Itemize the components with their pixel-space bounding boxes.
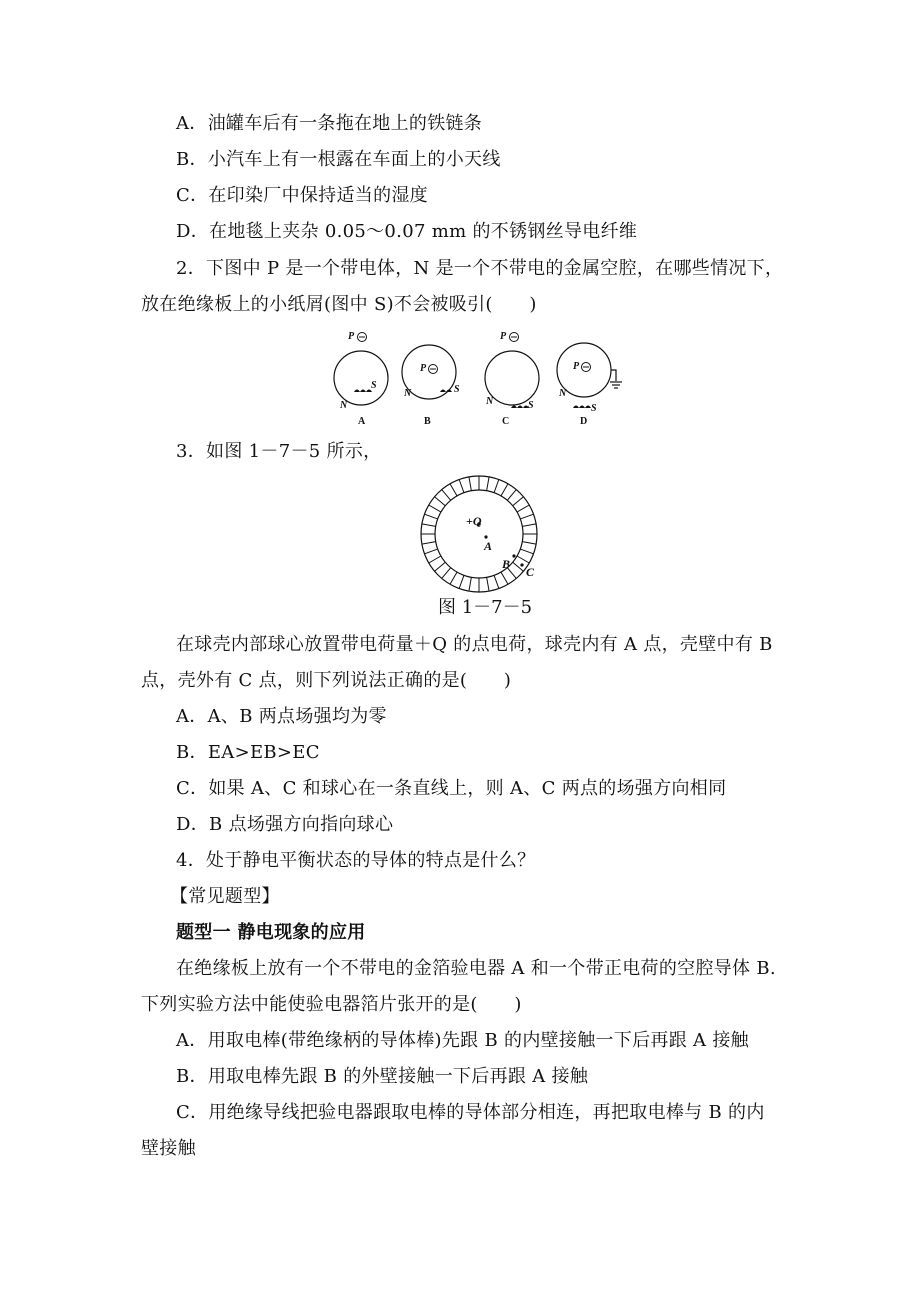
panel-label-c: C <box>502 416 510 427</box>
type1-stem-line1: 在绝缘板上放有一个不带电的金箔验电器 A 和一个带正电荷的空腔导体 B. <box>176 958 776 979</box>
shell-hatch-line <box>459 479 464 492</box>
section-heading: 【常见题型】 <box>170 886 280 907</box>
q3-option-a: A．A、B 两点场强均为零 <box>176 706 387 727</box>
shell-hatch-line <box>517 556 529 563</box>
q3-stem-line1: 在球壳内部球心放置带电荷量＋Q 的点电荷，球壳内有 A 点，壳壁中有 B <box>176 634 773 655</box>
label-p-c: P <box>500 331 507 342</box>
shell-hatch-line <box>450 572 457 584</box>
paper-scraps <box>354 390 591 409</box>
label-p-a: P <box>348 331 355 342</box>
q3-intro: 3．如图 1－7－5 所示， <box>176 441 382 462</box>
shell-hatch-line <box>494 479 499 492</box>
q3-option-c: C．如果 A、C 和球心在一条直线上，则 A、C 两点的场强方向相同 <box>176 778 727 799</box>
q3-shell-figure <box>418 475 558 593</box>
shell-hatch-line <box>422 542 436 544</box>
q2-stem-line1: 2．下图中 P 是一个带电体，N 是一个不带电的金属空腔，在哪些情况下， <box>176 258 784 279</box>
label-s-a: S <box>371 380 377 391</box>
point-b-dot <box>512 554 515 557</box>
shell-hatch-line <box>442 490 451 501</box>
shell-hatch-line <box>494 575 499 588</box>
label-s-d: S <box>591 403 597 414</box>
label-p-b: P <box>420 363 427 374</box>
shell-hatch-line <box>522 542 536 544</box>
panel-a-cavity <box>334 351 388 405</box>
shell-hatch-line <box>424 549 437 554</box>
label-n-d: N <box>559 388 567 399</box>
type1-heading: 题型一 静电现象的应用 <box>176 922 366 943</box>
q1-option-c: C．在印染厂中保持适当的湿度 <box>176 185 428 206</box>
shell-hatch-line <box>450 484 457 496</box>
q2-figure <box>328 326 638 432</box>
point-c-dot <box>520 563 523 566</box>
shell-hatch-line <box>469 477 471 491</box>
q1-option-a: A．油罐车后有一条拖在地上的铁链条 <box>176 113 483 134</box>
shell-hatch-line <box>469 577 471 591</box>
label-n-b: N <box>404 388 412 399</box>
panel-label-b: B <box>424 416 431 427</box>
shell-hatch-line <box>517 505 529 512</box>
shell-hatch-line <box>487 477 489 491</box>
shell-hatch-line <box>442 568 451 579</box>
label-point-c: C <box>526 565 535 579</box>
q3-option-b: B．EA>EB>EC <box>176 742 320 763</box>
label-p-d: P <box>573 361 580 372</box>
label-s-c: S <box>528 400 534 411</box>
q1-option-b: B．小汽车上有一根露在车面上的小天线 <box>176 149 501 170</box>
ground-wire <box>611 370 616 381</box>
q3-stem-line2: 点，壳外有 C 点，则下列说法正确的是( ) <box>141 670 512 691</box>
q3-option-d: D．B 点场强方向指向球心 <box>176 814 394 835</box>
type1-stem-line2: 下列实验方法中能使验电器箔片张开的是( ) <box>141 994 522 1015</box>
label-plus-q: +Q <box>466 514 482 528</box>
shell-hatch-line <box>429 556 441 563</box>
label-point-a: A <box>484 539 493 553</box>
label-n-a: N <box>340 400 348 411</box>
q2-stem-line2: 放在绝缘板上的小纸屑(图中 S)不会被吸引( ) <box>141 294 537 315</box>
shell-hatch-line <box>422 524 436 526</box>
label-s-b: S <box>454 384 460 395</box>
q1-option-d: D．在地毯上夹杂 0.05～0.07 mm 的不锈钢丝导电纤维 <box>176 221 638 242</box>
type1-option-c-line2: 壁接触 <box>141 1138 196 1159</box>
panel-label-d: D <box>580 416 588 427</box>
shell-hatch-line <box>435 562 446 571</box>
label-point-b: B <box>502 557 511 571</box>
shell-hatch-line <box>513 497 524 506</box>
panel-label-a: A <box>358 416 366 427</box>
shell-hatch-line <box>435 497 446 506</box>
shell-hatch-line <box>429 505 441 512</box>
shell-hatch-line <box>522 524 536 526</box>
shell-hatch-line <box>501 572 508 584</box>
type1-option-b: B．用取电棒先跟 B 的外壁接触一下后再跟 A 接触 <box>176 1066 589 1087</box>
figure-caption: 图 1－7－5 <box>438 597 533 618</box>
q4-stem: 4．处于静电平衡状态的导体的特点是什么？ <box>176 850 536 871</box>
shell-hatch-line <box>507 490 516 501</box>
type1-option-a: A．用取电棒(带绝缘柄的导体棒)先跟 B 的内壁接触一下后再跟 A 接触 <box>176 1030 749 1051</box>
shell-hatch-line <box>520 514 533 519</box>
shell-hatch-line <box>459 575 464 588</box>
label-n-c: N <box>486 396 494 407</box>
shell-hatch-line <box>520 549 533 554</box>
type1-option-c-line1: C．用绝缘导线把验电器跟取电棒的导体部分相连，再把取电棒与 B 的内 <box>176 1102 765 1123</box>
shell-hatch-line <box>424 514 437 519</box>
shell-hatch-line <box>487 577 489 591</box>
shell-hatch-line <box>501 484 508 496</box>
